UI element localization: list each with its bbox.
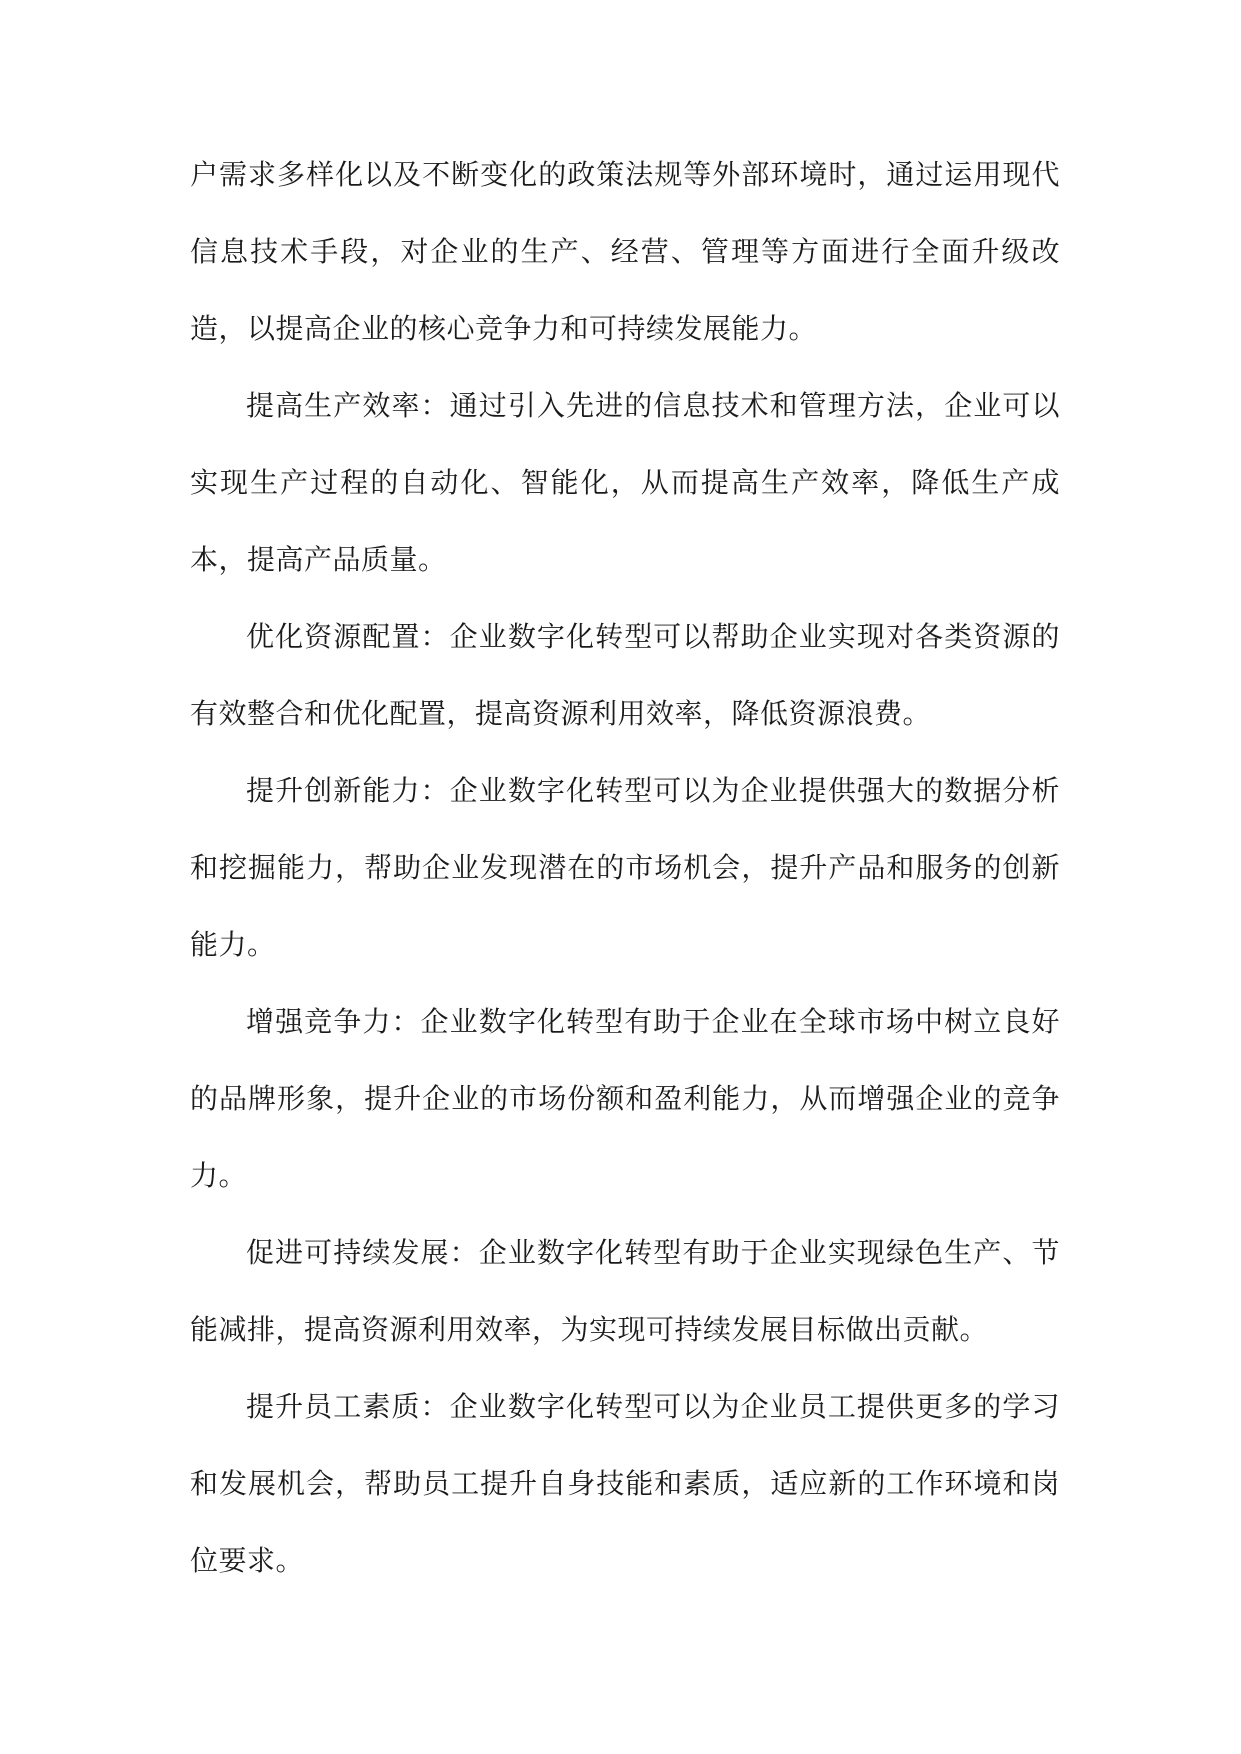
body-text <box>190 136 1060 1599</box>
paragraph-innovation: 提升创新能力：企业数字化转型可以为企业提供强大的数据分析和挖掘能力，帮助企业发现潜在的市场机会，提升产品和服务的创新能力。 <box>190 774 1060 961</box>
paragraph-employee-quality: 提升员工素质：企业数字化转型可以为企业员工提供更多的学习和发展机会，帮助员工提升自身技能和素质，适应新的工作环境和岗位要求。 <box>190 1390 1060 1577</box>
paragraph-sustainability: 促进可持续发展：企业数字化转型有助于企业实现绿色生产、节能减排，提高资源利用效率，为实现可持续发展目标做出贡献。 <box>190 1236 1060 1346</box>
paragraph-intro-continuation: 户需求多样化以及不断变化的政策法规等外部环境时，通过运用现代信息技术手段，对企业的生产、经营、管理等方面进行全面升级改造，以提高企业的核心竞争力和可持续发展能力。 <box>190 158 1060 345</box>
paragraph-resource-allocation: 优化资源配置：企业数字化转型可以帮助企业实现对各类资源的有效整合和优化配置，提高资源利用效率，降低资源浪费。 <box>190 620 1060 730</box>
paragraph-competitiveness: 增强竞争力：企业数字化转型有助于企业在全球市场中树立良好的品牌形象，提升企业的市场份额和盈利能力，从而增强企业的竞争力。 <box>190 1005 1060 1192</box>
paragraph-production-efficiency: 提高生产效率：通过引入先进的信息技术和管理方法，企业可以实现生产过程的自动化、智能化，从而提高生产效率，降低生产成本，提高产品质量。 <box>190 389 1060 576</box>
